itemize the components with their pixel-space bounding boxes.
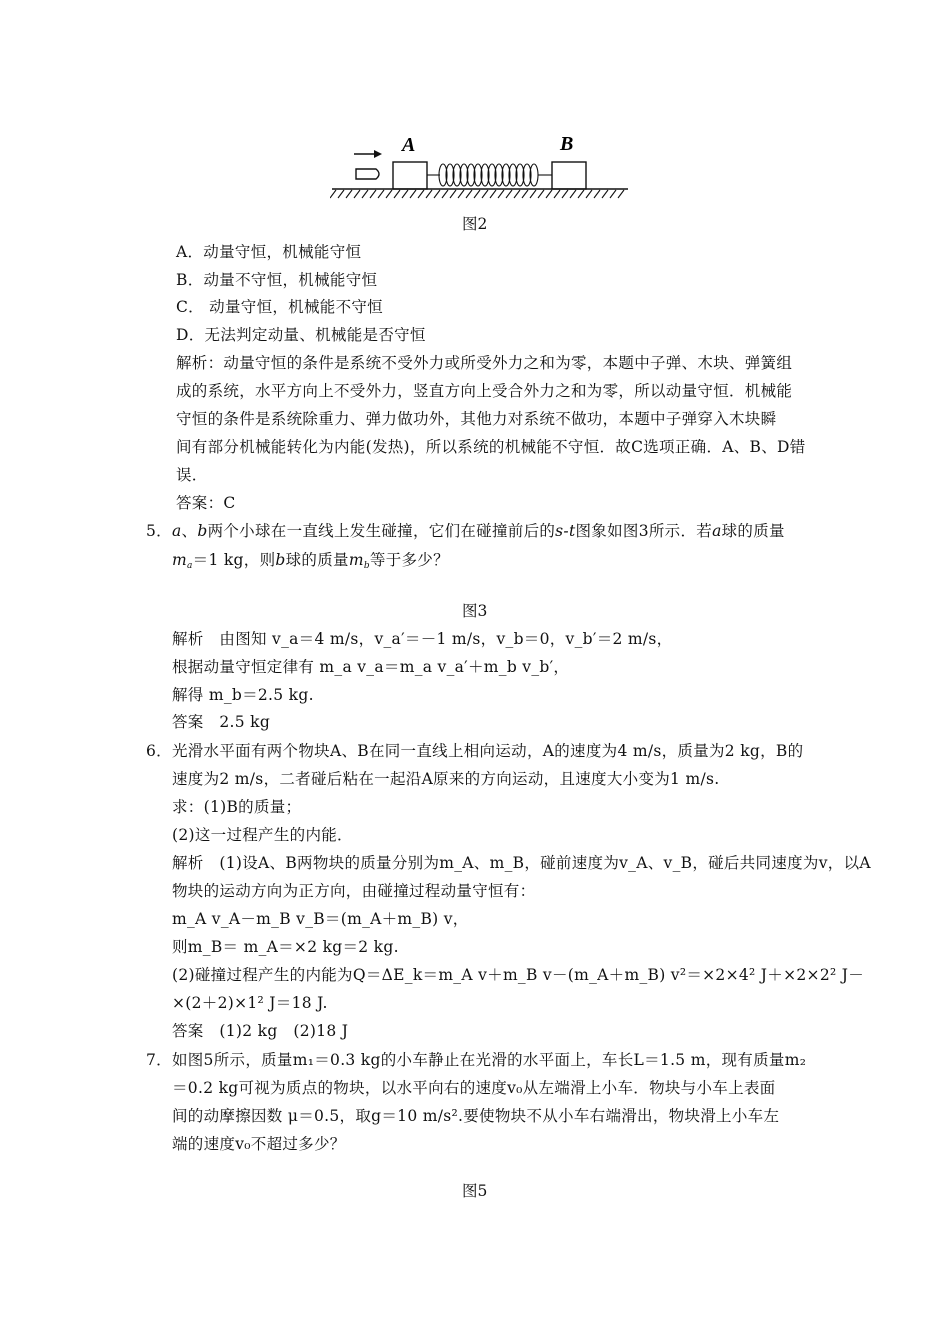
bullet-arrow-icon: [354, 150, 382, 158]
q5-analysis-line: 解析 由图知 v_a＝4 m/s，v_a′＝－1 m/s，v_b＝0，v_b′＝2 m/s，: [172, 630, 673, 648]
figure-5-caption: 图5: [462, 1182, 488, 1200]
q7-question-line: 7．如图5所示，质量m₁＝0.3 kg的小车静止在光滑的水平面上，车长L＝1.5 m，现有质量m₂: [146, 1051, 807, 1069]
block-a-label: A: [402, 134, 416, 156]
q6-ask: 求：(1)B的质量；: [172, 798, 302, 816]
q7-question-line: 间的动摩擦因数 μ＝0.5，取g＝10 m/s².要使物块不从小车右端滑出，物块滑上小车左: [172, 1107, 780, 1125]
q6-question-line: 6．光滑水平面有两个物块A、B在同一直线上相向运动，A的速度为4 m/s，质量为2 kg，B的: [146, 742, 804, 760]
spring: [427, 164, 552, 186]
q5-analysis-line: 解得 m_b＝2.5 kg.: [172, 686, 314, 704]
q6-analysis-line: (2)碰撞过程产生的内能为Q＝ΔE_k＝m_A v＋m_B v－(m_A＋m_B) v²＝×2×4² J＋×2×2² J－: [172, 966, 865, 984]
q4-analysis-line: 成的系统，水平方向上不受外力，竖直方向上受合外力之和为零，所以动量守恒．机械能: [176, 382, 793, 400]
q6-question-line: 速度为2 m/s，二者碰后粘在一起沿A原来的方向运动，且速度大小变为1 m/s.: [172, 770, 720, 788]
block-b: [552, 162, 586, 189]
figure-3-caption: 图3: [462, 602, 488, 620]
q5-answer: 答案 2.5 kg: [172, 713, 271, 731]
q4-option-c: C． 动量守恒，机械能不守恒: [176, 298, 383, 316]
q4-option-b: B．动量不守恒，机械能守恒: [176, 271, 378, 289]
q4-option-d: D．无法判定动量、机械能是否守恒: [176, 326, 426, 344]
block-a: [393, 162, 427, 189]
q7-question-line: ＝0.2 kg可视为质点的物块，以水平向右的速度v₀从左端滑上小车．物块与小车上表面: [172, 1079, 776, 1097]
q4-analysis-line: 解析：动量守恒的条件是系统不受外力或所受外力之和为零，本题中子弹、木块、弹簧组: [176, 354, 793, 372]
q6-answer: 答案 (1)2 kg (2)18 J: [172, 1022, 349, 1040]
q4-analysis-line: 守恒的条件是系统除重力、弹力做功外，其他力对系统不做功，本题中子弹穿入木块瞬: [176, 410, 777, 428]
q7-question-line: 端的速度v₀不超过多少？: [172, 1135, 346, 1153]
q6-analysis-line: 物块的运动方向为正方向，由碰撞过程动量守恒有：: [172, 882, 536, 900]
q6-analysis-line: ×(2＋2)×1² J＝18 J.: [172, 994, 328, 1012]
q4-analysis-line: 误．: [176, 466, 208, 484]
q4-option-a: A．动量守恒，机械能守恒: [176, 243, 362, 261]
block-b-label: B: [560, 133, 574, 155]
q6-analysis-line: m_A v_A－m_B v_B＝(m_A＋m_B) v，: [172, 910, 469, 928]
figure-2-caption: 图2: [462, 215, 488, 233]
bullet-icon: [356, 169, 379, 179]
q4-answer: 答案：C: [176, 494, 236, 512]
q5-analysis-line: 根据动量守恒定律有 m_a v_a＝m_a v_a′＋m_b v_b′，: [172, 658, 570, 676]
q5-question-line: 5．a、b两个小球在一直线上发生碰撞，它们在碰撞前后的s-t图象如图3所示．若a球的质量: [146, 522, 785, 540]
q6-ask: (2)这一过程产生的内能．: [172, 826, 353, 844]
ground-surface: [330, 189, 628, 198]
q5-question-line: $m_a=1$ kg，则b球的质量$m_b$等于多少？: [172, 551, 449, 571]
q6-analysis-line: 则m_B＝ m_A＝×2 kg＝2 kg.: [172, 938, 399, 956]
q4-analysis-line: 间有部分机械能转化为内能(发热)，所以系统的机械能不守恒．故C选项正确．A、B、D错: [176, 438, 806, 456]
q6-analysis-line: 解析 (1)设A、B两物块的质量分别为m_A、m_B，碰前速度为v_A、v_B，碰后共同速度为v，以A: [172, 854, 871, 872]
figure-2-diagram: [330, 132, 630, 204]
